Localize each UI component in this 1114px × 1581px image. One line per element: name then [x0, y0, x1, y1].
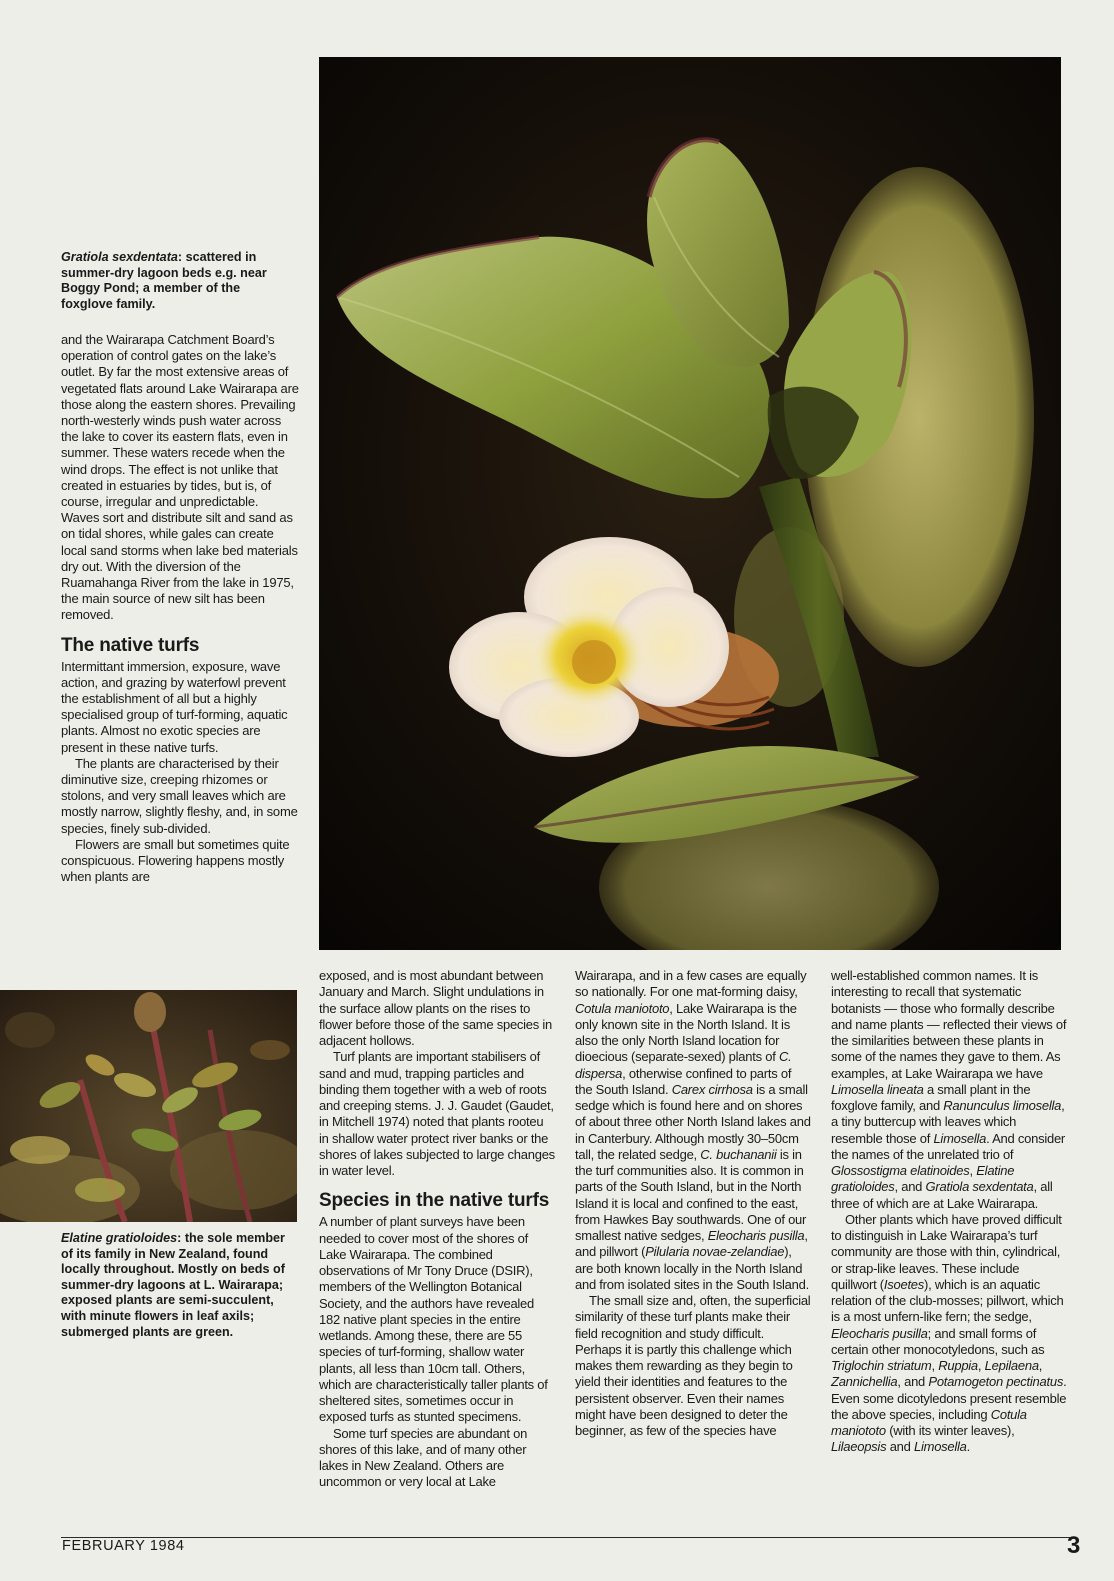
caption-text: : scattered in summer-dry lagoon beds e.g. near Boggy Pond; a member of the foxglove family. [61, 250, 267, 311]
species-name: Carex cirrhosa [671, 1081, 753, 1097]
species-name: Potamogeton pectinatus [928, 1374, 1064, 1390]
species-name: Elatine gratioloides [831, 1163, 1015, 1195]
species-name: Lilaeopsis [831, 1439, 887, 1455]
text-run: , [1038, 1358, 1043, 1373]
species-name: Zannichellia [831, 1374, 898, 1390]
text-column-2 [319, 968, 555, 1491]
paragraph: The small size and, often, the superficial similarity of these turf plants make their field recognition and study difficult. Perhaps it is partly this challenge which makes them rewarding as they begin to yield their identities and features to the persistent observer. Even their names might have been designed to deter the beginner, as few of the species have [575, 1293, 811, 1438]
photo-caption-gratiola [61, 250, 286, 312]
text-run: , otherwise confined to parts of the South Island. [575, 1065, 792, 1097]
section-heading-species: Species in the native turfs [319, 1190, 550, 1212]
paragraph: Some turf species are abundant on shores of this lake, and of many other lakes in New Zealand. Others are uncommon or very local at Lake [319, 1425, 528, 1490]
left-text-column [61, 332, 299, 886]
species-name: Eleocharis pusilla [707, 1228, 805, 1243]
paragraph: A number of plant surveys have been needed to cover most of the shores of Lake Wairarapa. The combined observations of Mr Tony Druce (DSIR), members of the Wellington Botanical Society, and the authors have revealed 182 native plant species in the entire wetlands. Among these, there are 55 species of turf-forming, shallow water plants, all less than 10cm tall. Others, which are characteristically taller plants of sheltered sites, sometimes occur in exposed turfs as stunted specimens. [319, 1214, 548, 1425]
species-name: Limosella lineata [831, 1081, 924, 1097]
paragraph: Intermittant immersion, exposure, wave action, and grazing by waterfowl prevent the establishment of all but a highly specialised group of turf-forming, aquatic plants. Almost no exotic species are present in these native turfs. [61, 658, 288, 755]
species-name: Ranunculus limosella [943, 1098, 1062, 1113]
species-name: Glossostigma elatinoides [831, 1163, 970, 1178]
text-run: Wairarapa, and in a few cases are equally so nationally. For one mat-forming daisy, [575, 968, 807, 1000]
photo-caption-elatine [61, 1231, 297, 1340]
text-run: , and [894, 1179, 926, 1195]
text-run: ), which is an aquatic relation of the club-mosses; pillwort, which is a most unfern-like fern; the sedge, [831, 1276, 1064, 1325]
species-name: Limosella [914, 1439, 967, 1455]
species-name: Cotula maniototo [831, 1406, 1027, 1438]
species-name: Pilularia novae-zelandiae [645, 1244, 785, 1260]
text-run: well-established common names. It is interesting to recall that systematic botanists — those who formally describe and name plants — reflected their views of the similarities between these plants in some of the names they gave to them. As examples, at Lake Wairarapa we have [831, 968, 1067, 1081]
species-name: Eleocharis pusilla [831, 1325, 928, 1341]
species-name: Isoetes [883, 1276, 925, 1292]
text-run: and [886, 1439, 914, 1455]
species-name: Ruppia [938, 1358, 978, 1373]
species-name: Lepilaena [984, 1358, 1039, 1373]
text-run: , [969, 1163, 977, 1178]
photo-elatine-plants [0, 990, 297, 1222]
species-name: Cotula maniototo [575, 1000, 670, 1016]
paragraph: Flowers are small but sometimes quite conspicuous. Flowering happens mostly when plants are [61, 836, 290, 885]
text-run: , and [897, 1374, 929, 1390]
text-run: (with its winter leaves), [885, 1423, 1015, 1438]
text-run: a small plant in the foxglove family, and [831, 1081, 1031, 1113]
text-run: ), are both known locally in the North Island and from isolated sites in the South Island. [575, 1244, 809, 1292]
text-run: , a tiny buttercup with leaves which resemble those of [831, 1098, 1065, 1146]
footer-issue-date: FEBRUARY 1984 [62, 1538, 185, 1554]
text-run: , [977, 1358, 985, 1373]
paragraph: exposed, and is most abundant between January and March. Slight undulations in the surface allow plants on the rises to flower before those of the same species in adjacent hollows. [319, 968, 553, 1048]
paragraph: Turf plants are important stabilisers of sand and mud, trapping particles and binding them together with a web of roots and creeping stems. J. J. Gaudet (Gaudet, in Mitchell 1974) noted that plants rooteu in shallow water protect river banks or the shores of lakes subjected to large changes in water level. [319, 1049, 555, 1178]
text-run: . Even some dicotyledons present resemble the above species, including [831, 1374, 1067, 1422]
text-run: , all three of which are at Lake Wairarapa. [831, 1179, 1053, 1211]
species-name: C. buchananii [700, 1146, 777, 1162]
species-name: Gratiola sexdentata [925, 1179, 1034, 1195]
photo-gratiola-flower [319, 57, 1061, 950]
text-run: . And consider the names of the unrelated trio of [831, 1130, 1066, 1162]
text-run: ; and small forms of certain other monocotyledons, such as [831, 1325, 1045, 1357]
text-run: . [966, 1439, 971, 1455]
footer-divider [61, 1537, 1070, 1538]
text-run: , Lake Wairarapa is the only known site in the North Island. It is also the only North Island location for dioecious (separate-sexed) plants of [575, 1000, 797, 1065]
species-name: Limosella [933, 1130, 987, 1146]
text-run: Other plants which have proved difficult to distinguish in Lake Wairarapa’s turf community are those with thin, cylindrical, or strap-like leaves. These include quillwort ( [831, 1211, 1062, 1292]
species-name: Triglochin striatum [831, 1358, 932, 1373]
page-number: 3 [1067, 1532, 1081, 1559]
paragraph [831, 968, 1067, 1212]
text-run: is a small sedge which is found here and on shores of about three other North Island lakes and in Canterbury. Although mostly 30–50cm tall, the related sedge, [575, 1081, 811, 1162]
caption-text: : the sole member of its family in New Zealand, found locally throughout. Mostly on beds of summer-dry lagoons at L. Wairarapa; exposed plants are semi-succulent, with minute flowers in leaf axils; submerged plants are green. [61, 1231, 285, 1339]
text-column-3 [575, 968, 811, 1439]
section-heading-native-turfs: The native turfs [61, 634, 200, 656]
paragraph [575, 968, 811, 1293]
species-name: C. dispersa [575, 1049, 792, 1081]
paragraph [831, 1212, 1067, 1456]
caption-species-name: Elatine gratioloides [61, 1231, 178, 1245]
text-run: , and pillwort ( [575, 1228, 808, 1260]
text-column-4 [831, 968, 1067, 1456]
paragraph: The plants are characterised by their diminutive size, creeping rhizomes or stolons, and very small leaves which are mostly narrow, slightly fleshy, and, in some species, finely sub-divided. [61, 755, 298, 836]
caption-species-name: Gratiola sexdentata [61, 250, 178, 264]
paragraph: and the Wairarapa Catchment Board’s operation of control gates on the lake’s outlet. By far the most extensive areas of vegetated flats around Lake Wairarapa are those along the eastern shores. Prevailing north-westerly winds push water across the lake to cover its eastern flats, even in summer. These waters recede when the wind drops. The effect is not unlike that created in estuaries by tides, but is, of course, irregular and unpredictable. Waves sort and distribute silt and sand as on tidal shores, while gales can create local sand storms when lake bed materials dry out. With the diversion of the Ruamahanga River from the lake in 1975, the main source of new silt has been removed. [61, 332, 299, 623]
text-run: , [931, 1358, 939, 1373]
text-run: is in the turf communities also. It is common in parts of the South Island, but in the North Island it is local and confined to the east, from Hawkes Bay southwards. One of our smallest native sedges, [575, 1146, 807, 1243]
